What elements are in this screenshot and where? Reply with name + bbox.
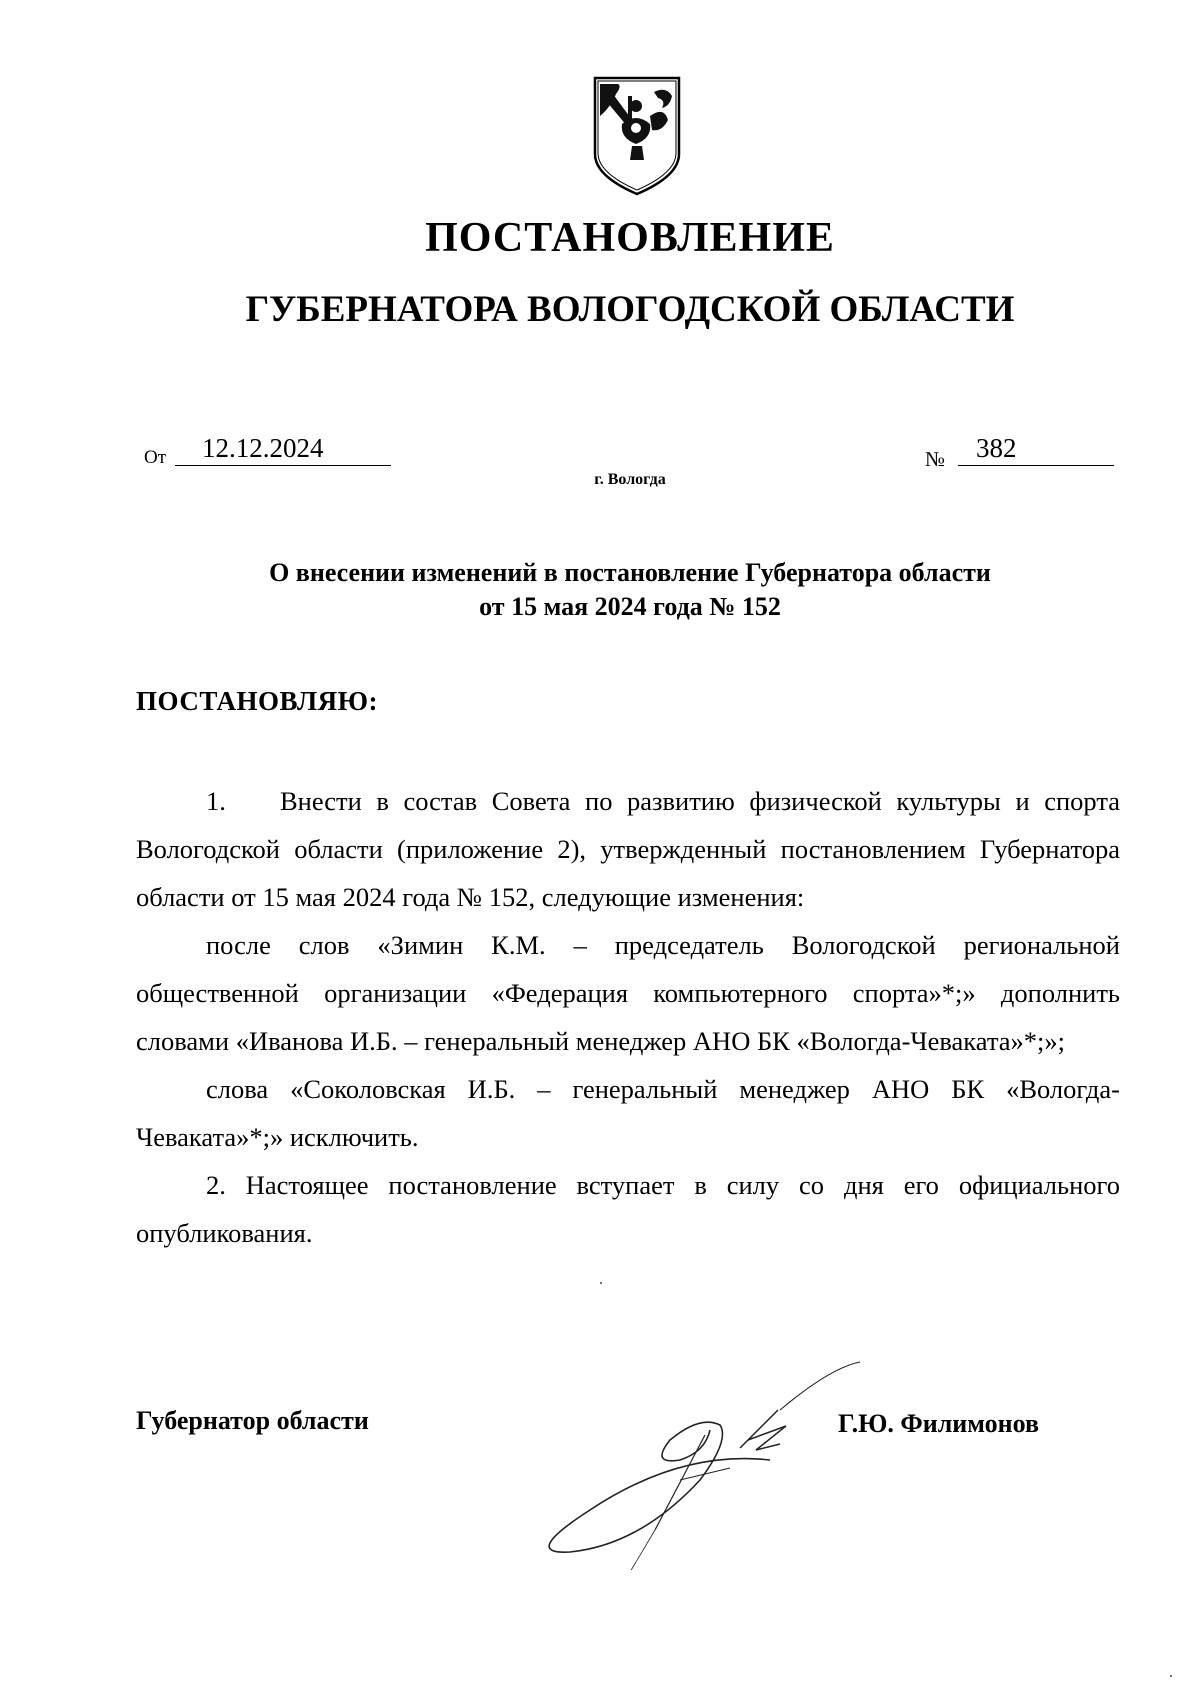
scan-speck — [1170, 1675, 1172, 1677]
city: г. Вологда — [594, 471, 666, 488]
paragraph-3: слова «Соколовская И.Б. – генеральный менеджер АНО БК «Вологда-Чеваката»*;» исключить. — [136, 1074, 1120, 1152]
paragraph-2: после слов «Зимин К.М. – председатель Вологодской региональной общественной организации «Федерация компьютерного спорта»*;» дополнить словами «Иванова И.Б. – генеральный менеджер АНО БК «Вологда-Чеваката»*;»; — [136, 930, 1120, 1056]
document-body — [136, 777, 1120, 1257]
scan-speck — [600, 1282, 602, 1284]
subject-line-2: от 15 мая 2024 года № 152 — [479, 592, 781, 621]
document-number: 382 — [958, 432, 1114, 466]
handwritten-signature — [530, 1340, 950, 1570]
document-issuer: ГУБЕРНАТОРА ВОЛОГОДСКОЙ ОБЛАСТИ — [245, 289, 1015, 330]
number-label: № — [925, 447, 946, 471]
document-subject — [0, 556, 1200, 624]
subject-line-1: О внесении изменений в постановление Губернатора области — [269, 558, 991, 587]
signatory-name: Г.Ю. Филимонов — [838, 1409, 1040, 1438]
document-date: 12.12.2024 — [175, 432, 391, 466]
paragraph-4: 2. Настоящее постановление вступает в силу со дня его официального опубликования. — [136, 1170, 1120, 1248]
signatory-position: Губернатор области — [136, 1406, 369, 1435]
date-label: От — [144, 447, 167, 468]
coat-of-arms-icon — [592, 76, 682, 196]
paragraph-1 — [136, 777, 1120, 921]
document-title: ПОСТАНОВЛЕНИЕ — [425, 215, 835, 261]
paragraph-1-number: 1. — [206, 786, 226, 816]
paragraph-1-text: Внести в состав Совета по развитию физической культуры и спорта Вологодской области (приложение 2), утвержденный постановлением Губернатора области от 15 мая 2024 года № 152, следующие изменения: — [136, 786, 1120, 912]
decree-word: ПОСТАНОВЛЯЮ: — [136, 686, 378, 716]
